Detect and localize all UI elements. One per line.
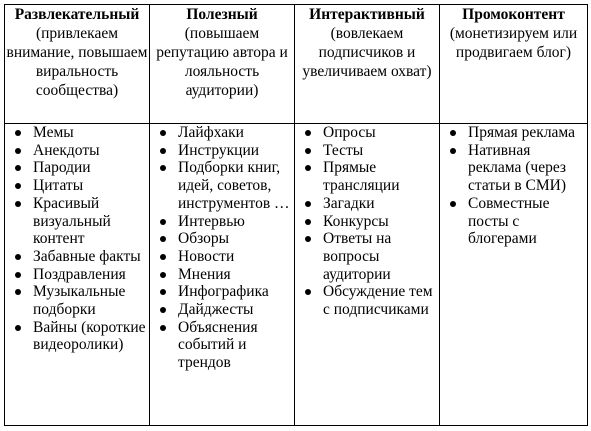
list-item: Инструкции: [150, 142, 294, 160]
list-item: Ответы на вопросы аудитории: [295, 230, 439, 283]
bullet-list: [295, 124, 439, 319]
column-title: Развлекательный: [14, 6, 140, 23]
list-item: Цитаты: [5, 177, 149, 195]
list-item: Нативная реклама (через статьи в СМИ): [440, 142, 587, 195]
list-item: Новости: [150, 248, 294, 266]
list-item: Прямая реклама: [440, 124, 587, 142]
items-cell-interactive: [295, 124, 440, 426]
items-cell-entertaining: [5, 124, 150, 426]
list-item: Поздравления: [5, 266, 149, 284]
bullet-list: [440, 124, 587, 248]
list-item: Лайфхаки: [150, 124, 294, 142]
column-description: (вовлекаем подписчиков и увеличиваем охват): [302, 25, 432, 80]
column-title: Промоконтент: [462, 6, 565, 23]
list-item: Инфографика: [150, 283, 294, 301]
list-item: Объяснения событий и трендов: [150, 319, 294, 372]
column-title: Интерактивный: [309, 6, 425, 23]
items-row: [5, 124, 588, 426]
items-cell-useful: [150, 124, 295, 426]
list-item: Загадки: [295, 195, 439, 213]
column-title: Полезный: [186, 6, 258, 23]
list-item: Конкурсы: [295, 213, 439, 231]
list-item: Тесты: [295, 142, 439, 160]
list-item: Совместные посты с блогерами: [440, 195, 587, 248]
list-item: Красивый визуальный контент: [5, 195, 149, 248]
list-item: Мемы: [5, 124, 149, 142]
list-item: Опросы: [295, 124, 439, 142]
column-description: (монетизируем или продвигаем блог): [449, 25, 578, 61]
header-row: [5, 5, 588, 124]
bullet-list: [5, 124, 149, 354]
list-item: Интервью: [150, 213, 294, 231]
column-header-interactive: [295, 5, 440, 124]
list-item: Подборки книг, идей, советов, инструментов …: [150, 159, 294, 212]
list-item: Вайны (короткие видеоролики): [5, 319, 149, 354]
list-item: Музыкальные подборки: [5, 283, 149, 318]
column-header-promo: [440, 5, 588, 124]
column-description: (повышаем репутацию автора и лояльность аудитории): [156, 25, 288, 99]
list-item: Обзоры: [150, 230, 294, 248]
items-cell-promo: [440, 124, 588, 426]
column-header-entertaining: [5, 5, 150, 124]
list-item: Обсуждение тем с подписчиками: [295, 283, 439, 318]
content-types-table: [4, 4, 588, 426]
column-header-useful: [150, 5, 295, 124]
list-item: Прямые трансляции: [295, 159, 439, 194]
list-item: Мнения: [150, 266, 294, 284]
bullet-list: [150, 124, 294, 372]
list-item: Анекдоты: [5, 142, 149, 160]
list-item: Дайджесты: [150, 301, 294, 319]
list-item: Пародии: [5, 159, 149, 177]
list-item: Забавные факты: [5, 248, 149, 266]
column-description: (привлекаем внимание, повышаем виральность сообщества): [6, 25, 148, 99]
